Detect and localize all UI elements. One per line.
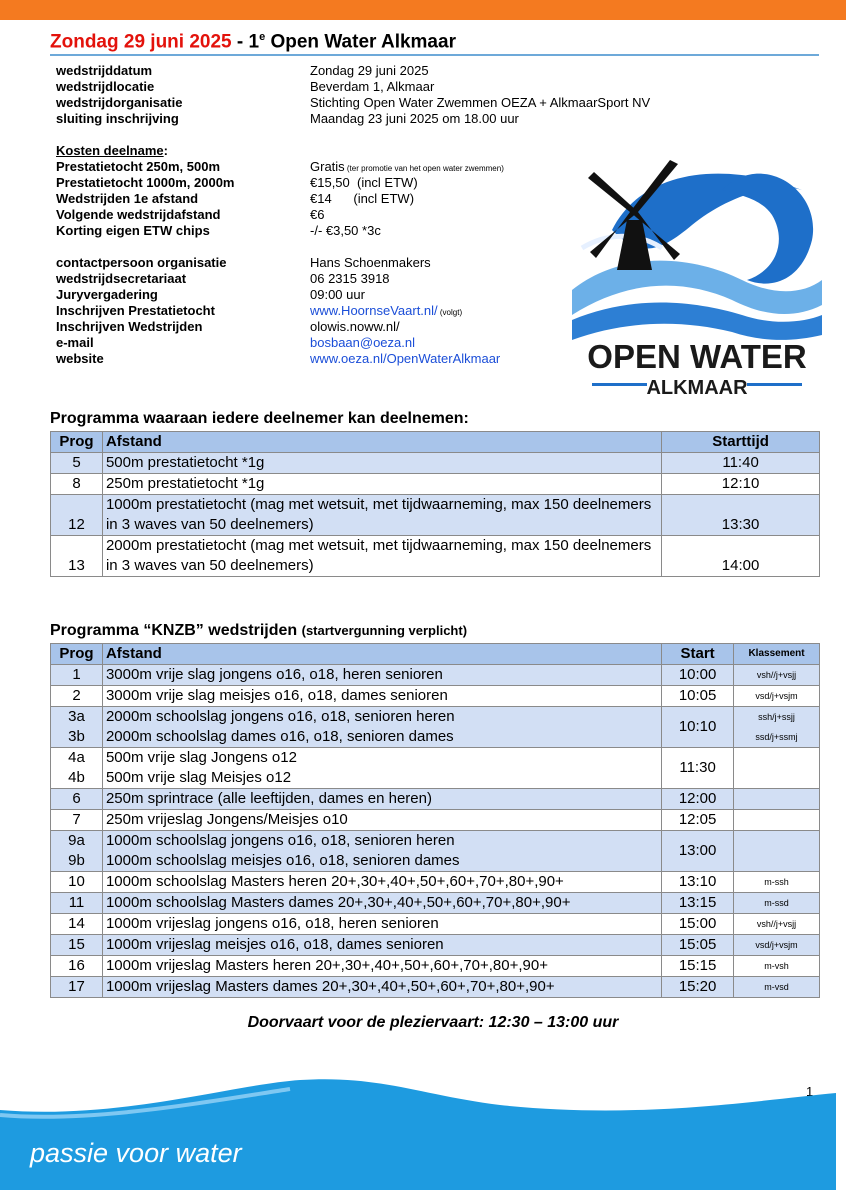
cost-key: Korting eigen ETW chips — [56, 223, 210, 238]
time-cell: 12:10 — [662, 474, 820, 495]
table-row — [51, 789, 820, 810]
klassement-cell — [734, 748, 820, 789]
klassement-line: vsd/j+vsjm — [755, 940, 798, 950]
cost-value: -/- €3,50 *3c — [310, 223, 381, 238]
klassement-cell — [734, 810, 820, 831]
klassement-line: vsh//j+vsjj — [756, 670, 797, 680]
contact-note: (volgt) — [437, 308, 463, 317]
cost-key: Prestatietocht 250m, 500m — [56, 159, 221, 174]
table-row — [51, 831, 820, 872]
afstand-line: 3000m vrije slag jongens o16, o18, heren senioren — [105, 666, 443, 683]
prog-line: 17 — [68, 978, 85, 995]
top-orange-bar — [0, 0, 846, 20]
afstand-cell — [102, 914, 661, 935]
open-water-alkmaar-logo — [572, 130, 822, 402]
logo-wave-curl — [722, 174, 813, 284]
table-row — [51, 686, 820, 707]
slogan: passie voor water — [30, 1138, 242, 1168]
prog-line: 10 — [68, 873, 85, 890]
footer-wave-shape — [0, 1079, 836, 1190]
afstand-line: 2000m schoolslag jongens o16, o18, senioren heren — [105, 708, 455, 725]
start-cell: 12:00 — [662, 789, 734, 810]
cost-value: €6 — [310, 207, 325, 222]
prog-cell — [51, 956, 103, 977]
table-row — [51, 536, 820, 577]
start-cell: 10:05 — [662, 686, 734, 707]
contact-value: 06 2315 3918 — [310, 271, 390, 286]
start-cell: 13:00 — [662, 831, 734, 872]
start-cell: 13:15 — [662, 893, 734, 914]
prog-line: 14 — [68, 915, 85, 932]
klassement-line: ssd/j+ssmj — [755, 732, 798, 742]
klassement-cell — [734, 789, 820, 810]
afstand-line: 1000m schoolslag Masters dames 20+,30+,40+,50+,60+,70+,80+,90+ — [105, 894, 571, 911]
cost-key: Prestatietocht 1000m, 2000m — [56, 175, 235, 190]
afstand-cell: 2000m prestatietocht (mag met wetsuit, met tijdwaarneming, max 150 deelnemers in 3 waves van 50 deelnemers) — [102, 536, 661, 577]
klassement-line: vsh//j+vsjj — [756, 919, 797, 929]
contact-key: Inschrijven Prestatietocht — [56, 303, 215, 318]
contact-key: website — [56, 351, 104, 366]
afstand-cell — [102, 665, 661, 686]
prog-line: 2 — [72, 687, 81, 704]
page-number: 1 — [806, 1084, 814, 1099]
info-key: sluiting inschrijving — [56, 111, 179, 126]
table-row — [51, 707, 820, 748]
afstand-cell — [102, 686, 661, 707]
program1-title: Programma waaraan iedere deelnemer kan deelnemen: — [50, 410, 469, 427]
table-row — [51, 872, 820, 893]
start-cell: 15:05 — [662, 935, 734, 956]
afstand-line: 1000m schoolslag Masters heren 20+,30+,40+,50+,60+,70+,80+,90+ — [105, 873, 564, 890]
prog-line: 1 — [72, 666, 81, 683]
col-afstand-header: Afstand — [102, 644, 661, 665]
contact-value: 09:00 uur — [310, 287, 365, 302]
contact-key: e-mail — [56, 335, 94, 350]
prog-line: 7 — [72, 811, 81, 828]
title-date: Zondag 29 juni 2025 — [50, 31, 232, 53]
start-cell: 10:00 — [662, 665, 734, 686]
table-row — [51, 893, 820, 914]
afstand-line: 1000m vrijeslag meisjes o16, o18, dames senioren — [105, 936, 444, 953]
prog-cell: 5 — [51, 453, 103, 474]
prog-line: 3b — [68, 728, 85, 745]
klassement-cell — [734, 935, 820, 956]
website-link[interactable]: www.oeza.nl/OpenWaterAlkmaar — [310, 351, 501, 366]
title-separator: - — [231, 31, 249, 53]
title-underline — [50, 54, 819, 56]
logo-right-rule — [747, 383, 802, 386]
info-value: Stichting Open Water Zwemmen OEZA + AlkmaarSport NV — [310, 95, 651, 110]
afstand-cell — [102, 789, 661, 810]
title-event-superscript: e — [259, 31, 266, 43]
col-klassement-header: Klassement — [734, 644, 820, 665]
contact-key: Juryvergadering — [56, 287, 158, 302]
klassement-line: m-ssh — [764, 877, 789, 887]
title-event-name: Open Water Alkmaar — [265, 31, 456, 53]
klassement-line: m-ssd — [764, 898, 789, 908]
afstand-cell — [102, 810, 661, 831]
table-row — [51, 665, 820, 686]
time-cell: 11:40 — [662, 453, 820, 474]
klassement-cell — [734, 893, 820, 914]
program1-table — [50, 431, 820, 577]
table-row — [51, 748, 820, 789]
info-value: Maandag 23 juni 2025 om 18.00 uur — [310, 111, 519, 126]
prog-cell — [51, 872, 103, 893]
cost-value: €15,50 (incl ETW) — [310, 175, 418, 190]
prog-cell — [51, 665, 103, 686]
prog-cell: 8 — [51, 474, 103, 495]
logo-alkmaar-text: ALKMAAR — [646, 377, 748, 399]
table-header-row — [51, 644, 820, 665]
start-cell: 10:10 — [662, 707, 734, 748]
afstand-cell: 250m prestatietocht *1g — [102, 474, 661, 495]
klassement-line: m-vsh — [764, 961, 789, 971]
prog-line: 3a — [68, 708, 85, 725]
klassement-cell — [734, 914, 820, 935]
time-cell: 14:00 — [662, 536, 820, 577]
info-key: wedstrijddatum — [56, 63, 153, 78]
table-row — [51, 914, 820, 935]
table-row — [51, 810, 820, 831]
table-row — [51, 956, 820, 977]
klassement-cell — [734, 956, 820, 977]
prog-cell — [51, 977, 103, 998]
afstand-cell: 1000m prestatietocht (mag met wetsuit, met tijdwaarneming, max 150 deelnemers in 3 waves van 50 deelnemers) — [102, 495, 661, 536]
prog-cell — [51, 789, 103, 810]
prog-line: 6 — [72, 790, 81, 807]
doorvaart-note: Doorvaart voor de pleziervaart: 12:30 – 13:00 uur — [247, 1014, 619, 1031]
klassement-line: m-vsd — [764, 982, 789, 992]
prog-cell — [51, 914, 103, 935]
start-cell: 13:10 — [662, 872, 734, 893]
afstand-line: 2000m schoolslag dames o16, o18, senioren dames — [105, 728, 454, 745]
costs-header-label: Kosten deelname — [56, 143, 164, 158]
program2-title — [50, 622, 467, 640]
cost-note: (ter promotie van het open water zwemmen) — [344, 164, 504, 173]
afstand-line: 1000m schoolslag jongens o16, o18, senioren heren — [105, 832, 455, 849]
prog-cell — [51, 893, 103, 914]
prog-line: 9a — [68, 832, 85, 849]
cost-value: €14 (incl ETW) — [310, 191, 415, 206]
col-prog-header: Prog — [51, 644, 103, 665]
table-row — [51, 977, 820, 998]
email-link[interactable]: bosbaan@oeza.nl — [310, 335, 415, 350]
klassement-cell — [734, 686, 820, 707]
klassement-cell — [734, 665, 820, 686]
prog-line: 15 — [68, 936, 85, 953]
footer-wave — [0, 1075, 866, 1190]
klassement-cell — [734, 707, 820, 748]
program2-table — [50, 643, 820, 998]
afstand-line: 1000m vrijeslag jongens o16, o18, heren senioren — [105, 915, 439, 932]
klassement-cell — [734, 872, 820, 893]
afstand-line: 1000m vrijeslag Masters dames 20+,30+,40+,50+,60+,70+,80+,90+ — [105, 978, 555, 995]
info-value: Zondag 29 juni 2025 — [310, 63, 429, 78]
prog-cell — [51, 810, 103, 831]
prog-line: 16 — [68, 957, 85, 974]
info-key: wedstrijdlocatie — [56, 79, 155, 94]
time-cell: 13:30 — [662, 495, 820, 536]
prog-cell: 12 — [51, 495, 103, 536]
col-afstand-header: Afstand — [102, 432, 661, 453]
table-header-row — [51, 432, 820, 453]
program2-title-text: Programma “KNZB” wedstrijden — [50, 622, 298, 639]
afstand-cell — [102, 748, 661, 789]
afstand-cell: 500m prestatietocht *1g — [102, 453, 661, 474]
contact-key: wedstrijdsecretariaat — [56, 271, 187, 286]
afstand-line: 250m vrijeslag Jongens/Meisjes o10 — [105, 811, 348, 828]
start-cell: 15:20 — [662, 977, 734, 998]
prog-cell: 13 — [51, 536, 103, 577]
info-value: Beverdam 1, Alkmaar — [310, 79, 435, 94]
table-row — [51, 453, 820, 474]
contact-value: olowis.noww.nl/ — [310, 319, 400, 334]
info-key: wedstrijdorganisatie — [56, 95, 183, 110]
prestatietocht-link[interactable]: www.HoornseVaart.nl/ — [310, 303, 438, 318]
prog-cell — [51, 748, 103, 789]
table-row — [51, 495, 820, 536]
afstand-line: 1000m schoolslag meisjes o16, o18, senioren dames — [105, 852, 460, 869]
klassement-cell — [734, 977, 820, 998]
prog-line: 11 — [68, 894, 85, 911]
afstand-cell — [102, 872, 661, 893]
afstand-cell — [102, 831, 661, 872]
program2-subtitle: (startvergunning verplicht) — [301, 623, 468, 638]
prog-cell — [51, 935, 103, 956]
logo-open-water-text: OPEN WATER — [587, 338, 807, 375]
start-cell: 15:00 — [662, 914, 734, 935]
contact-value: Hans Schoenmakers — [310, 255, 431, 270]
afstand-cell — [102, 977, 661, 998]
afstand-cell — [102, 935, 661, 956]
cost-value: Gratis — [310, 159, 345, 174]
contact-key: contactpersoon organisatie — [56, 255, 227, 270]
prog-cell — [51, 707, 103, 748]
klassement-cell — [734, 831, 820, 872]
col-starttijd-header: Starttijd — [662, 432, 820, 453]
start-cell: 15:15 — [662, 956, 734, 977]
afstand-cell — [102, 707, 661, 748]
cost-key: Wedstrijden 1e afstand — [56, 191, 199, 206]
contact-key: Inschrijven Wedstrijden — [56, 319, 203, 334]
afstand-line: 3000m vrije slag meisjes o16, o18, dames senioren — [105, 687, 448, 704]
afstand-line: 500m vrije slag Meisjes o12 — [105, 769, 292, 786]
table-row — [51, 935, 820, 956]
start-cell: 12:05 — [662, 810, 734, 831]
prog-line: 4a — [68, 749, 85, 766]
afstand-line: 250m sprintrace (alle leeftijden, dames en heren) — [105, 790, 432, 807]
prog-cell — [51, 831, 103, 872]
afstand-cell — [102, 893, 661, 914]
prog-cell — [51, 686, 103, 707]
col-prog-header: Prog — [51, 432, 103, 453]
table-row — [51, 474, 820, 495]
title-event-number: 1 — [248, 31, 260, 53]
logo-left-rule — [592, 383, 647, 386]
cost-key: Volgende wedstrijdafstand — [56, 207, 221, 222]
afstand-cell — [102, 956, 661, 977]
page-title — [50, 31, 456, 53]
col-start-header: Start — [662, 644, 734, 665]
start-cell: 11:30 — [662, 748, 734, 789]
klassement-line: ssh/j+ssjj — [758, 712, 795, 722]
klassement-line: vsd/j+vsjm — [755, 691, 798, 701]
prog-line: 4b — [68, 769, 85, 786]
costs-header-colon: : — [163, 143, 168, 158]
afstand-line: 500m vrije slag Jongens o12 — [105, 749, 297, 766]
afstand-line: 1000m vrijeslag Masters heren 20+,30+,40+,50+,60+,70+,80+,90+ — [105, 957, 548, 974]
prog-line: 9b — [68, 852, 85, 869]
